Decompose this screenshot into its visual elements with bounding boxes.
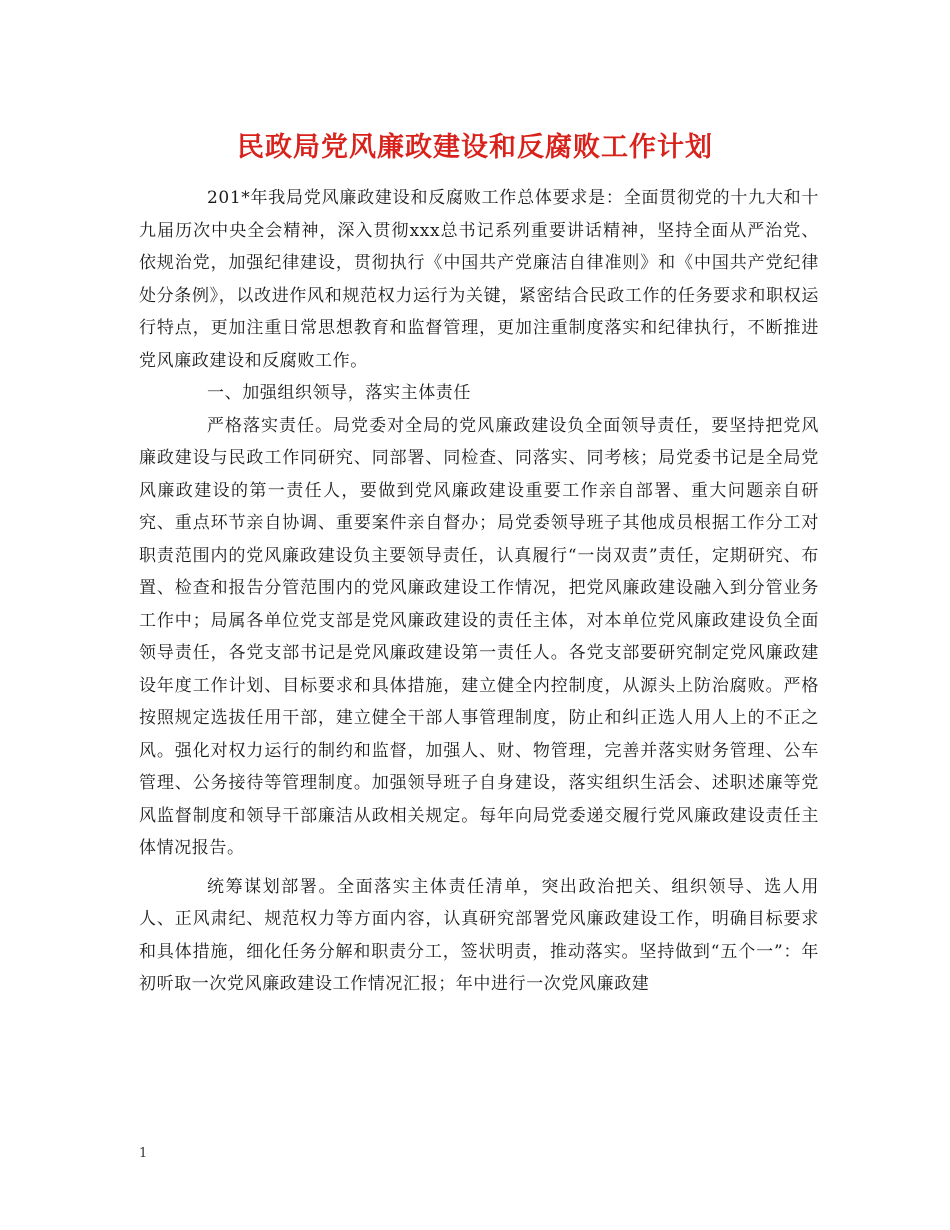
page-number: 1 [139, 1146, 148, 1161]
document-title: 民政局党风廉政建设和反腐败工作计划 [237, 132, 713, 163]
intro-paragraph: 201*年我局党风廉政建设和反腐败工作总体要求是：全面贯彻党的十九大和十九届历次中央全会精神，深入贯彻xxx总书记系列重要讲话精神，坚持全面从严治党、依规治党，加强纪律建设，贯彻执行《中国共产党廉洁自律准则》和《中国共产党纪律处分条例》，以改进作风和规范权力运行为关键，紧密结合民政工作的任务要求和职权运行特点，更加注重日常思想教育和监督管理，更加注重制度落实和纪律执行，不断推进党风廉政建设和反腐败工作。 [139, 188, 819, 371]
document-body [139, 182, 819, 1001]
responsibility-paragraph: 严格落实责任。局党委对全局的党风廉政建设负全面领导责任，要坚持把党风廉政建设与民政工作同研究、同部署、同检查、同落实、同考核；局党委书记是全局党风廉政建设的第一责任人，要做到党风廉政建设重要工作亲自部署、重大问题亲自研究、重点环节亲自协调、重要案件亲自督办；局党委领导班子其他成员根据工作分工对职责范围内的党风廉政建设负主要领导责任，认真履行“一岗双责”责任，定期研究、布置、检查和报告分管范围内的党风廉政建设工作情况，把党风廉政建设融入到分管业务工作中；局属各单位党支部是党风廉政建设的责任主体，对本单位党风廉政建设负全面领导责任，各党支部书记是党风廉政建设第一责任人。各党支部要研究制定党风廉政建设年度工作计划、目标要求和具体措施，建立健全内控制度，从源头上防治腐败。严格按照规定选拔任用干部，建立健全干部人事管理制度，防止和纠正选人用人上的不正之风。强化对权力运行的制约和监督，加强人、财、物管理，完善并落实财务管理、公车管理、公务接待等管理制度。加强领导班子自身建设，落实组织生活会、述职述廉等党风监督制度和领导干部廉洁从政相关规定。每年向局党委递交履行党风廉政建设责任主体情况报告。 [139, 415, 819, 858]
section-heading: 一、加强组织领导，落实主体责任 [207, 383, 471, 403]
planning-paragraph: 统筹谋划部署。全面落实主体责任清单，突出政治把关、组织领导、选人用人、正风肃纪、规范权力等方面内容，认真研究部署党风廉政建设工作，明确目标要求和具体措施，细化任务分解和职责分工，签状明责，推动落实。坚持做到“五个一”：年初听取一次党风廉政建设工作情况汇报；年中进行一次党风廉政建 [139, 876, 819, 994]
